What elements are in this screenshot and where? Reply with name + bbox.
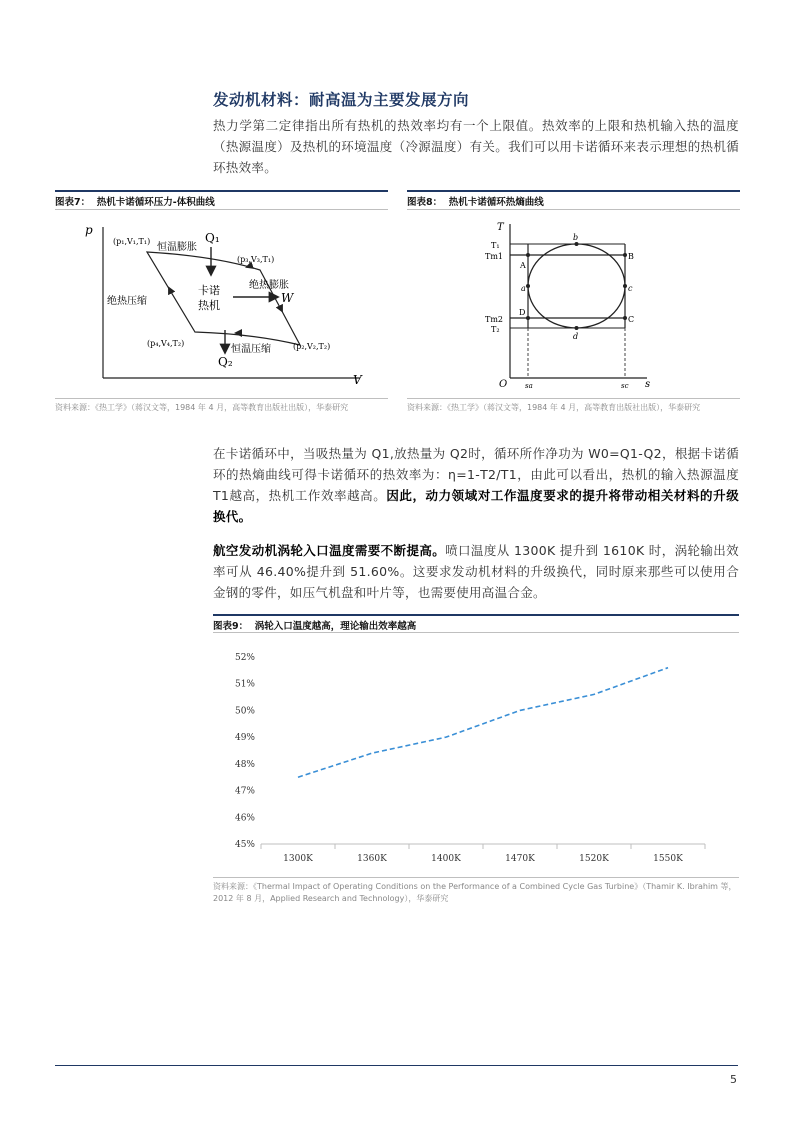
section-heading: 发动机材料：耐高温为主要发展方向 — [213, 91, 470, 109]
t1-label: T₁ — [491, 241, 500, 250]
fig8-source: 资料来源：《热工学》（蒋汉文等，1984 年 4 月，高等教育出版社出版），华泰研究 — [407, 403, 701, 412]
adi-comp-label: 绝热压缩 — [107, 296, 147, 307]
point3-label: (p₃,V₃,T₁) — [237, 255, 275, 264]
fig9-title: 涡轮入口温度越高，理论输出效率越高 — [254, 621, 417, 632]
pt-B: B — [628, 252, 634, 261]
pv-diagram — [55, 212, 388, 397]
w-label: W — [281, 291, 294, 305]
fig7-caption — [55, 194, 215, 208]
t-axis-label: T — [497, 222, 504, 233]
intro-paragraph: 热力学第二定律指出所有热机的热效率均有一个上限值。热效率的上限和热机输入热的温度（热源温度）及热机的环境温度（冷源温度）有关。我们可以用卡诺循环来表示理想的热机循环热效率。 — [213, 118, 739, 175]
x-tick-label: 1400K — [431, 854, 461, 864]
y-tick-label: 51% — [234, 679, 255, 690]
point4-label: (p₄,V₄,T₂) — [147, 339, 185, 348]
fig8-bottom-rule — [407, 398, 740, 399]
origin-label: O — [499, 379, 508, 390]
q1-label: Q₁ — [205, 231, 220, 245]
v-axis-label: V — [353, 373, 362, 387]
pt-c: c — [628, 284, 633, 293]
adi-exp-label: 绝热膨胀 — [249, 280, 289, 291]
fig9-caption-rule — [213, 632, 739, 633]
efficiency-line-chart — [213, 640, 739, 870]
y-tick-label: 50% — [234, 706, 255, 717]
pt-A: A — [520, 261, 526, 270]
carnot-text: 在卡诺循环中，当吸热量为 Q1,放热量为 Q2时，循环所作净功为 W0=Q1-Q2，根据卡诺循环的热熵曲线可得卡诺循环的热效率为：η=1-T2/T1，由此可以看出，热机的输入热源温度T1越高，热机工作效率越高。 — [213, 446, 739, 503]
cycle-circle — [528, 244, 625, 328]
fig8-caption — [407, 194, 544, 208]
turbine-lead: 航空发动机涡轮入口温度需要不断提高。 — [213, 543, 446, 558]
carnot-conclusion: 因此，动力领域对工作温度要求的提升将带动相关材料的升级换代。 — [213, 488, 739, 524]
iso-comp-label: 恒温压缩 — [231, 344, 271, 355]
point1-label: (p₁,V₁,T₁) — [113, 237, 151, 246]
y-tick-label: 45% — [234, 840, 255, 850]
fig7-source: 资料来源：《热工学》（蒋汉文等，1984 年 4 月，高等教育出版社出版），华泰研究 — [55, 403, 349, 412]
engine-label-1: 卡诺 — [198, 284, 220, 297]
engine-label-2: 热机 — [198, 299, 220, 312]
pt-a: a — [521, 284, 526, 293]
p-axis-label: p — [85, 223, 93, 237]
fig9-bottom-rule — [213, 877, 739, 878]
footer-rule — [55, 1065, 738, 1066]
series-line — [298, 668, 668, 778]
pt-D: D — [519, 308, 526, 317]
fig7-bottom-rule — [55, 398, 388, 399]
y-tick-label: 46% — [234, 813, 255, 824]
turbine-paragraph — [213, 540, 739, 603]
fig7-title: 热机卡诺循环压力-体积曲线 — [96, 197, 215, 208]
y-tick-label: 48% — [234, 759, 255, 770]
tm1-label: Tm1 — [485, 252, 504, 261]
fig7-label: 图表7： — [55, 197, 91, 208]
q2-label: Q₂ — [218, 355, 233, 369]
sa-label: sa — [525, 382, 533, 390]
pt-b: b — [573, 233, 579, 242]
carnot-paragraph — [213, 443, 739, 527]
carnot-cycle-path — [147, 252, 300, 345]
fig7-rule — [55, 190, 388, 192]
fig8-title: 热机卡诺循环热熵曲线 — [448, 197, 544, 208]
fig9-caption — [213, 618, 416, 632]
iso-exp-label: 恒温膨胀 — [157, 242, 197, 253]
sc-label: sc — [621, 382, 629, 390]
x-tick-label: 1550K — [653, 854, 683, 864]
x-tick-label: 1300K — [283, 854, 313, 864]
point2-label: (p₂,V₂,T₂) — [293, 342, 331, 351]
tm2-label: Tm2 — [485, 315, 504, 324]
ts-diagram — [407, 212, 740, 397]
page-number: 5 — [730, 1073, 737, 1086]
fig9-rule — [213, 614, 739, 616]
y-tick-label: 52% — [234, 653, 255, 663]
x-tick-label: 1520K — [579, 854, 609, 864]
pt-C: C — [628, 315, 635, 324]
fig8-rule — [407, 190, 740, 192]
t2-label: T₂ — [491, 325, 500, 334]
turbine-text: 喷口温度从 1300K 提升到 1610K 时，涡轮输出效率可从 46.40%提升到 51.60%。这要求发动机材料的升级换代，同时原来那些可以使用合金钢的零件，如压气机盘和叶片等，也需要使用高温合金。 — [213, 543, 739, 600]
fig8-caption-rule — [407, 209, 740, 210]
fig9-label: 图表9： — [213, 621, 249, 632]
y-tick-label: 47% — [234, 786, 255, 797]
x-tick-label: 1470K — [505, 854, 535, 864]
fig9-source: 资料来源：《Thermal Impact of Operating Conditions on the Performance of a Combined Cycle Gas Turbine》（Thamir K. Ibrahim 等，2012 年 8 月，Applied Research and Technology），华泰研究 — [213, 882, 737, 903]
fig7-caption-rule — [55, 209, 388, 210]
fig8-label: 图表8： — [407, 197, 443, 208]
y-tick-label: 49% — [234, 733, 255, 744]
pt-d: d — [573, 332, 579, 341]
x-tick-label: 1360K — [357, 854, 387, 864]
s-axis-label: s — [645, 379, 651, 390]
